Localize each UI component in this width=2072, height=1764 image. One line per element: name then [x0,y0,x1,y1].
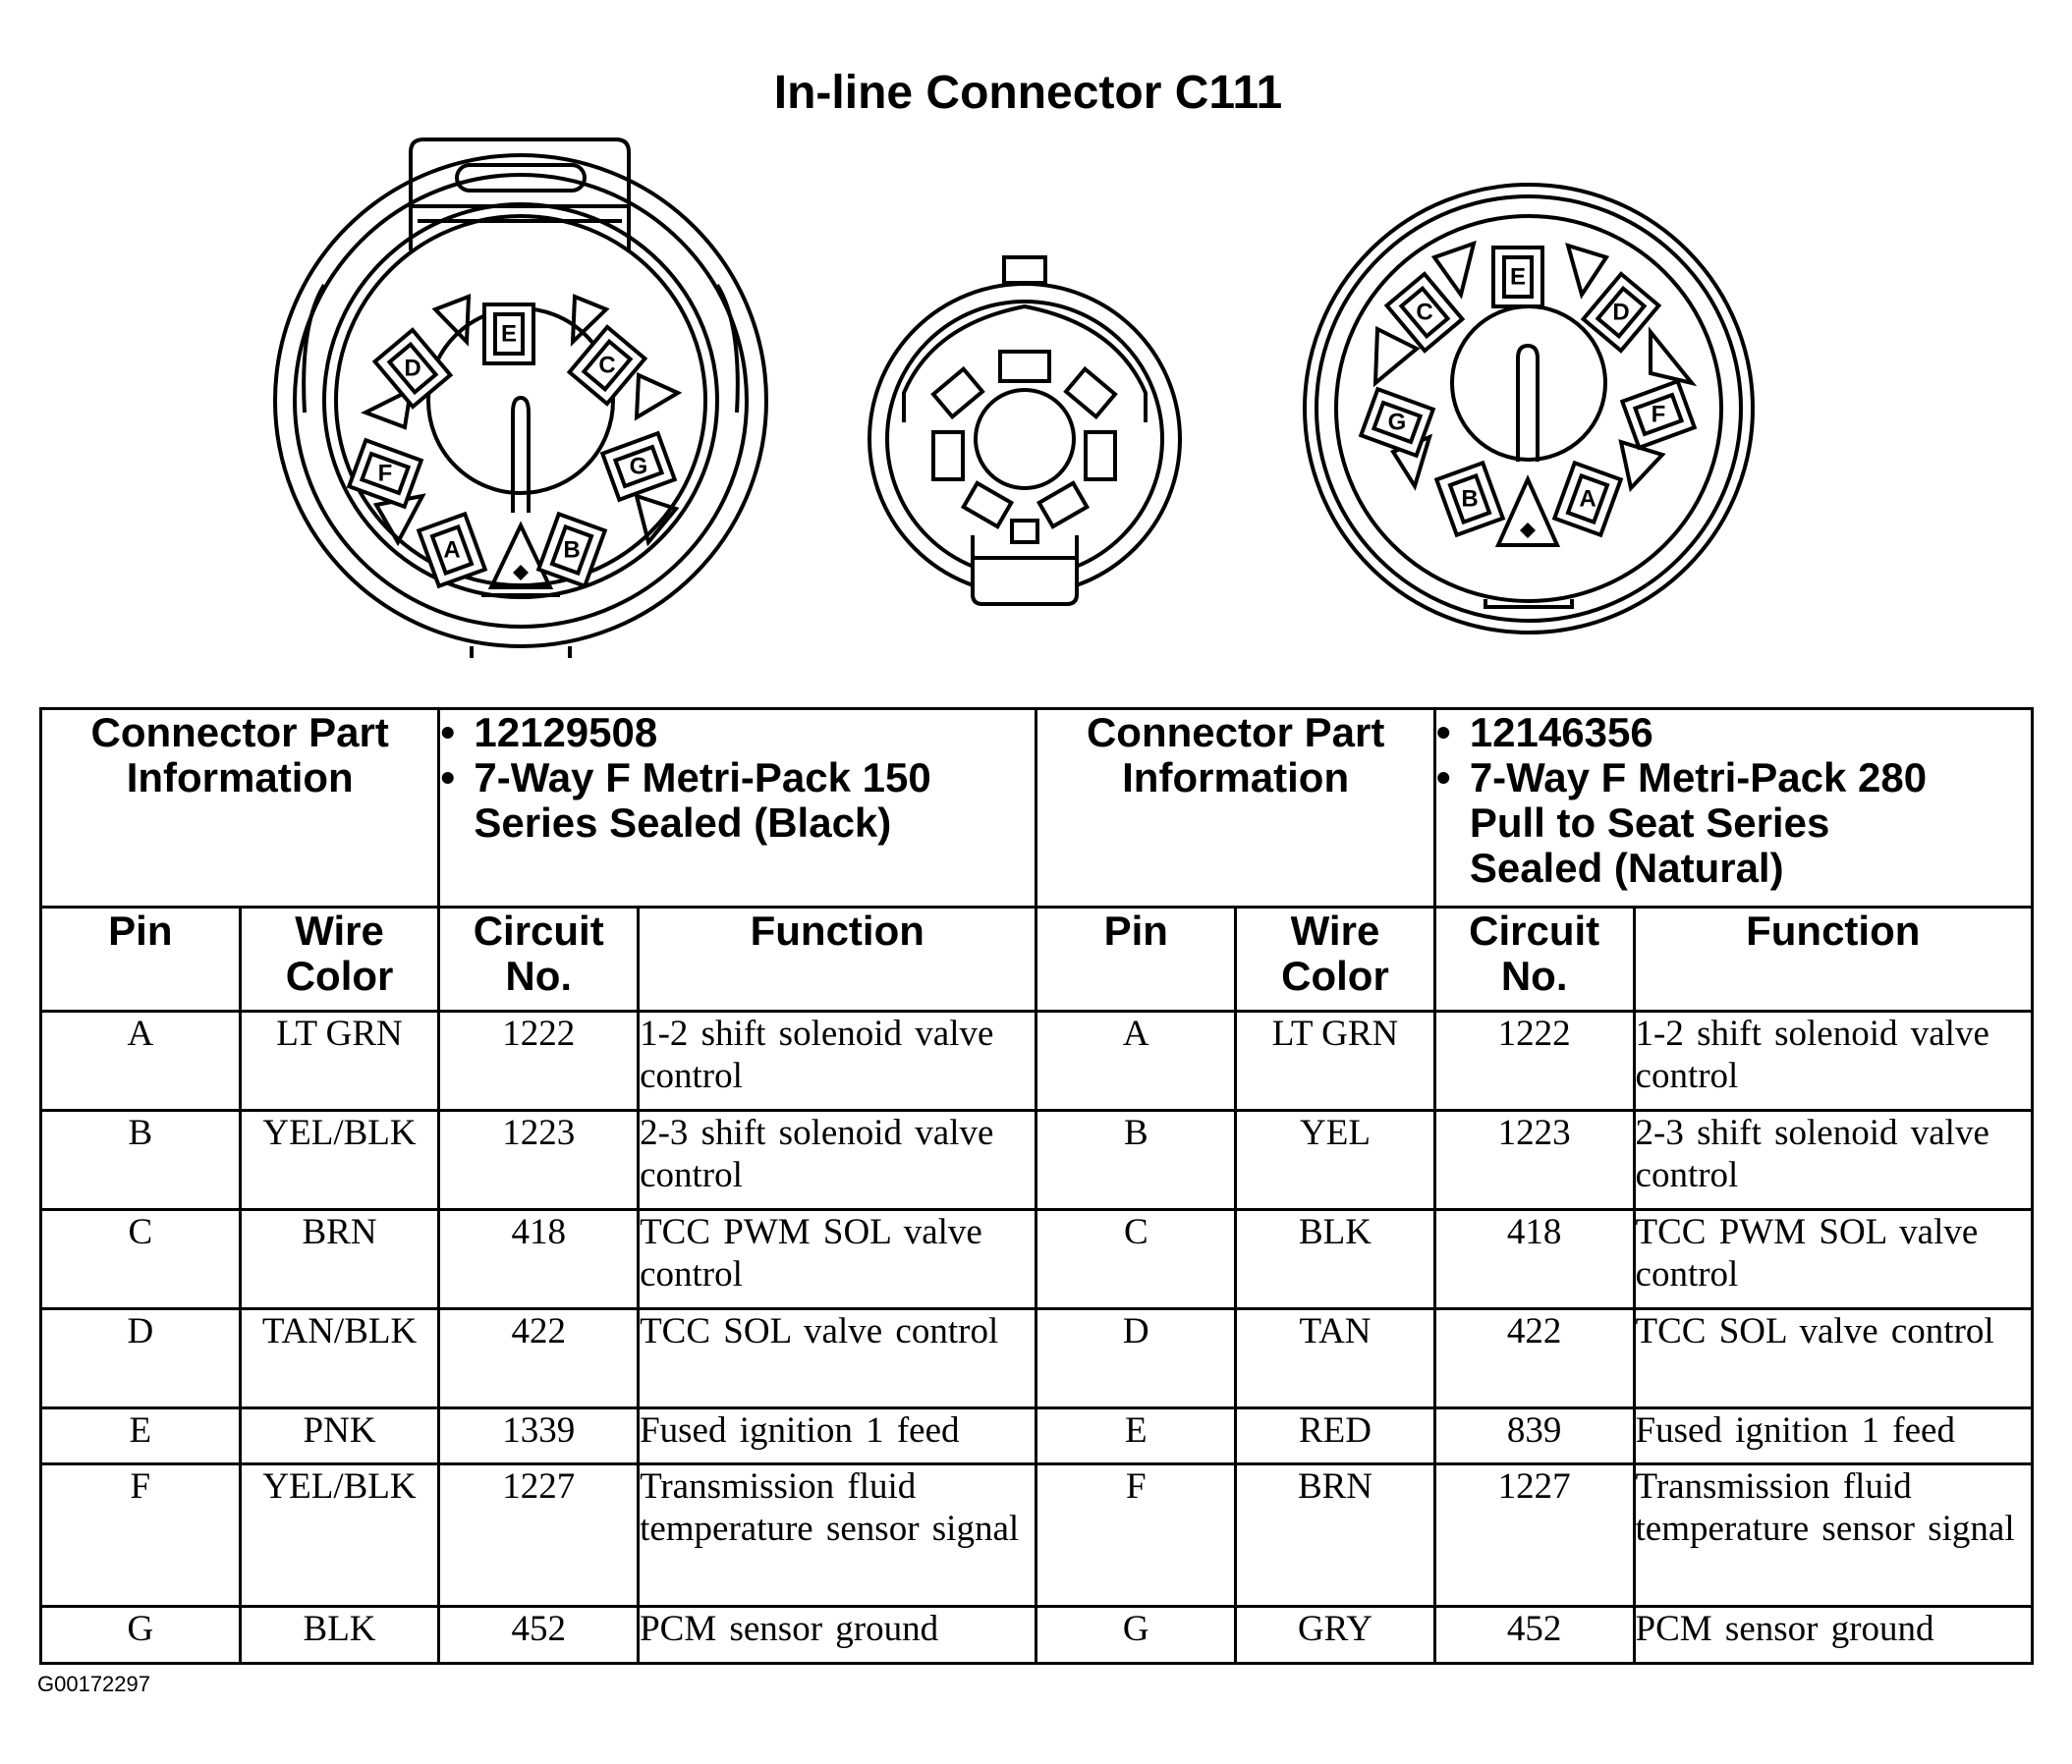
wire-color-cell: BLK [1236,1210,1435,1309]
col-header-function: Function [1634,908,2032,1012]
circuit-cell: 839 [1434,1408,1634,1464]
figure-code: G00172297 [37,1672,150,1696]
function-cell: Fused ignition 1 feed [639,1408,1036,1464]
wire-color-cell: YEL/BLK [240,1464,439,1607]
left-part-info [439,709,1036,908]
circuit-cell: 422 [439,1309,639,1408]
right-info-label: Connector Part Information [1036,709,1434,908]
pin-cell: D [41,1309,241,1408]
function-cell: PCM sensor ground [639,1607,1036,1664]
pin-label-G: G [629,453,648,480]
pin-label-F: F [1651,401,1666,428]
right-part-desc-3: Sealed (Natural) [1469,845,1784,891]
col-header-circuit-no: Circuit No. [1434,908,1634,1012]
right-part-desc-1: • 7-Way F Metri-Pack 280 [1436,755,2031,800]
function-cell: 1-2 shift solenoid valve control [1634,1012,2032,1111]
function-cell: 1-2 shift solenoid valve control [639,1012,1036,1111]
left-part-desc-2: Series Sealed (Black) [474,799,892,846]
right-part-number: • 12146356 [1436,710,2031,755]
circuit-cell: 418 [1434,1210,1634,1309]
pin-cell: G [41,1607,241,1664]
function-cell: Transmission fluid temperature sensor signal [639,1464,1036,1607]
left-part-number: • 12129508 [440,710,1035,755]
pin-cell: G [1036,1607,1236,1664]
pin-label-E: E [1509,263,1527,291]
right-part-desc-2: Pull to Seat Series [1469,799,1830,846]
wire-color-cell: BRN [240,1210,439,1309]
wire-color-cell: RED [1236,1408,1435,1464]
function-cell: 2-3 shift solenoid valve control [639,1111,1036,1210]
pin-cell: B [41,1111,241,1210]
pin-label-E: E [500,320,518,348]
diagram-title: In-line Connector C111 [773,67,1283,119]
pin-label-A: A [443,536,461,564]
col-header-circuit-no: Circuit No. [439,908,639,1012]
col-header-wire-color: Wire Color [240,908,439,1012]
col-header-wire-color: Wire Color [1236,908,1435,1012]
circuit-cell: 452 [1434,1607,1634,1664]
table-row [41,1408,2033,1464]
function-cell: TCC SOL valve control [639,1309,1036,1408]
connector-center-face [869,257,1180,604]
wire-color-cell: TAN [1236,1309,1435,1408]
connector-left-diamond [513,565,529,580]
wire-color-cell: TAN/BLK [240,1309,439,1408]
col-header-pin: Pin [1036,908,1236,1012]
function-cell: TCC SOL valve control [1634,1309,2032,1408]
left-info-label: Connector Part Information [41,709,439,908]
pin-cell: A [1036,1012,1236,1111]
function-cell: Transmission fluid temperature sensor signal [1634,1464,2032,1607]
pin-label-A: A [1579,485,1596,513]
circuit-cell: 1227 [1434,1464,1634,1607]
pin-cell: E [41,1408,241,1464]
wire-color-cell: GRY [1236,1607,1435,1664]
table-row [41,1607,2033,1664]
circuit-cell: 1222 [1434,1012,1634,1111]
connector-right-terminals [1361,248,1694,535]
circuit-cell: 452 [439,1607,639,1664]
circuit-cell: 1223 [1434,1111,1634,1210]
pin-label-F: F [377,460,393,487]
circuit-cell: 1339 [439,1408,639,1464]
pin-label-B: B [1461,485,1479,513]
col-header-function: Function [639,908,1036,1012]
circuit-cell: 418 [439,1210,639,1309]
table-row [41,1012,2033,1111]
pin-label-C: C [598,352,616,379]
table-row [41,1309,2033,1408]
left-part-desc-1: • 7-Way F Metri-Pack 150 [440,755,1035,800]
pinout-table [39,707,2034,1665]
function-cell: TCC PWM SOL valve control [1634,1210,2032,1309]
circuit-cell: 1223 [439,1111,639,1210]
pin-label-D: D [1612,299,1630,326]
wire-color-cell: YEL/BLK [240,1111,439,1210]
table-row [41,1464,2033,1607]
connector-drawings [0,0,2072,688]
wire-color-cell: BLK [240,1607,439,1664]
wire-color-cell: PNK [240,1408,439,1464]
wire-color-cell: LT GRN [240,1012,439,1111]
pin-cell: F [1036,1464,1236,1607]
function-cell: TCC PWM SOL valve control [639,1210,1036,1309]
pin-cell: B [1036,1111,1236,1210]
circuit-cell: 1227 [439,1464,639,1607]
pin-cell: F [41,1464,241,1607]
wire-color-cell: BRN [1236,1464,1435,1607]
col-header-pin: Pin [41,908,241,1012]
right-part-info [1434,709,2032,908]
wire-color-cell: LT GRN [1236,1012,1435,1111]
pin-cell: C [1036,1210,1236,1309]
pin-label-D: D [404,355,421,382]
table-row [41,1210,2033,1309]
pin-cell: A [41,1012,241,1111]
circuit-cell: 422 [1434,1309,1634,1408]
pin-cell: D [1036,1309,1236,1408]
column-header-row [41,908,2033,1012]
function-cell: 2-3 shift solenoid valve control [1634,1111,2032,1210]
pin-label-G: G [1387,409,1407,436]
function-cell: PCM sensor ground [1634,1607,2032,1664]
table-row [41,1111,2033,1210]
wire-color-cell: YEL [1236,1111,1435,1210]
pin-label-B: B [563,536,581,564]
function-cell: Fused ignition 1 feed [1634,1408,2032,1464]
pin-label-C: C [1416,299,1433,326]
part-info-row [41,709,2033,908]
pin-cell: C [41,1210,241,1309]
pin-cell: E [1036,1408,1236,1464]
circuit-cell: 1222 [439,1012,639,1111]
connector-right-diamond [1520,523,1536,538]
